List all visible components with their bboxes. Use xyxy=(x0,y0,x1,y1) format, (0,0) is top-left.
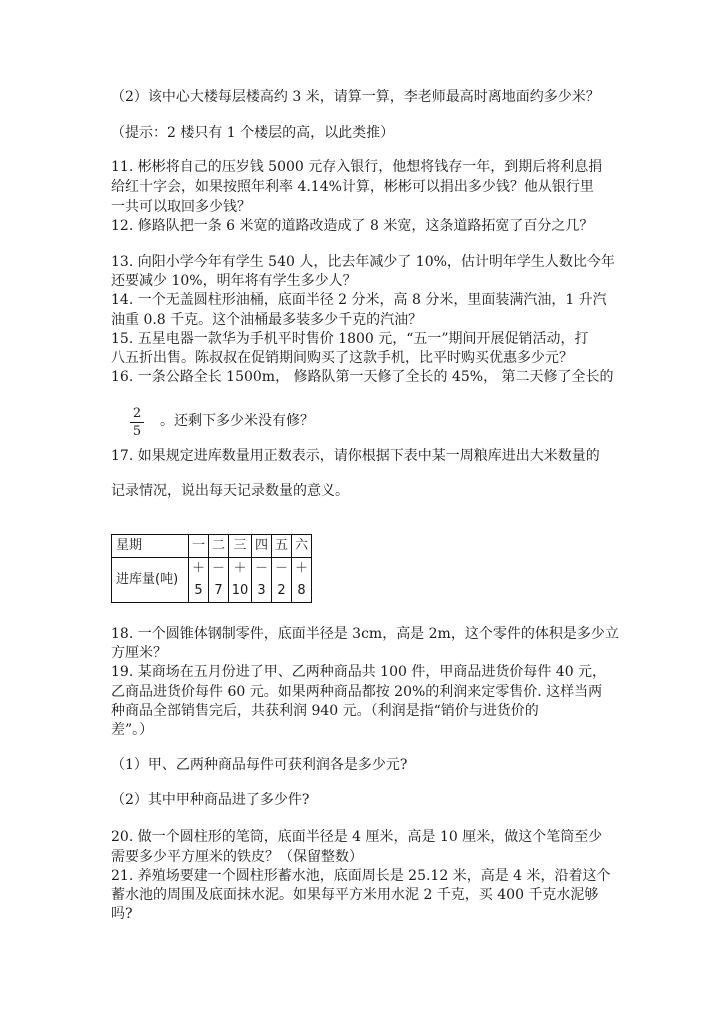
question-18-line-2: 方厘米？ xyxy=(111,645,167,661)
table-cell: －2 xyxy=(272,558,292,603)
question-11-line-3: 一共可以取回多少钱？ xyxy=(111,199,251,215)
question-15-line-1: 15. 五星电器一款华为手机平时售价 1800 元，“五一”期间开展促销活动，打 xyxy=(111,331,589,347)
question-20-line-1: 20. 做一个圆柱形的笔筒，底面半径是 4 厘米，高是 10 厘米，做这个笔筒至少 xyxy=(111,829,603,845)
question-12: 12. 修路队把一条 6 米宽的道路改造成了 8 米宽，这条道路拓宽了百分之几？ xyxy=(111,218,594,234)
table-cell: 三 xyxy=(229,535,252,558)
question-18-line-1: 18. 一个圆锥体钢制零件，底面半径是 3cm，高是 2m，这个零件的体积是多少立 xyxy=(111,626,619,642)
question-17-line-2: 记录情况，说出每天记录数量的意义。 xyxy=(111,483,349,499)
table-row xyxy=(112,558,312,603)
question-21-line-3: 吗? xyxy=(111,906,133,922)
fraction-bar xyxy=(130,422,144,423)
question-11-line-1: 11. 彬彬将自己的压岁钱 5000 元存入银行，他想将钱存一年，到期后将利息捐 xyxy=(111,159,603,175)
question-11-line-2: 给红十字会，如果按照年利率 4.14%计算，彬彬可以捐出多少钱？他从银行里 xyxy=(111,179,594,195)
table-cell: 六 xyxy=(292,535,312,558)
question-19-line-2: 乙商品进货价每件 60 元。如果两种商品都按 20%的利润来定零售价. 这样当两 xyxy=(111,684,603,700)
table-cell: 二 xyxy=(209,535,229,558)
question-20-line-2: 需要多少平方厘米的铁皮？（保留整数） xyxy=(111,849,363,865)
table-cell: 四 xyxy=(252,535,272,558)
question-13-line-2: 还要减少 10%，明年将有学生多少人？ xyxy=(111,273,357,289)
table-cell: 星期 xyxy=(112,535,189,558)
question-19-line-3: 种商品全部销售完后，共获利润 940 元。（利润是指“销价与进货价的 xyxy=(111,703,539,719)
table-cell: ＋10 xyxy=(229,558,252,603)
question-19-line-4: 差”。） xyxy=(111,722,154,738)
table-cell: 五 xyxy=(272,535,292,558)
question-14-line-1: 14. 一个无盖圆柱形油桶，底面半径 2 分米，高 8 分米，里面装满汽油，1 升汽 xyxy=(111,292,607,308)
table-cell: －3 xyxy=(252,558,272,603)
question-16-line-1: 16. 一条公路全长 1500m， 修路队第一天修了全长的 45%， 第二天修了全长的 xyxy=(111,369,614,385)
question-21-line-1: 21. 养殖场要建一个圆柱形蓄水池，底面周长是 25.12 米，高是 4 米，沿着这个 xyxy=(111,868,611,884)
table-cell: 一 xyxy=(189,535,209,558)
question-19-part-1: （1）甲、乙两种商品每件可获利润各是多少元? xyxy=(111,757,408,773)
table-cell: ＋8 xyxy=(292,558,312,603)
question-17-line-1: 17. 如果规定进库数量用正数表示，请你根据下表中某一周粮库进出大米数量的 xyxy=(111,448,600,464)
question-13-line-1: 13. 向阳小学今年有学生 540 人，比去年减少了 10%，估计明年学生人数比今年 xyxy=(111,254,615,270)
table-cell: ＋5 xyxy=(189,558,209,603)
fraction-numerator: 2 xyxy=(132,406,142,421)
question-15-line-2: 八五折出售。陈叔叔在促销期间购买了这款手机，比平时购买优惠多少元？ xyxy=(111,350,573,366)
grain-record-table xyxy=(111,534,312,603)
question-14-line-2: 油重 0.8 千克。这个油桶最多装多少千克的汽油？ xyxy=(111,312,423,328)
table-cell: 进库量(吨) xyxy=(112,558,189,603)
table-cell: －7 xyxy=(209,558,229,603)
question-16-line-2: 。还剩下多少米没有修？ xyxy=(160,413,314,429)
table-row xyxy=(112,535,312,558)
question-10-part-2: （2）该中心大楼每层楼高约 3 米，请算一算，李老师最高时离地面约多少米？ xyxy=(111,89,600,105)
question-19-line-1: 19. 某商场在五月份进了甲、乙两种商品共 100 件，甲商品进货价每件 40 元， xyxy=(111,664,607,680)
question-21-line-2: 蓄水池的周围及底面抹水泥。如果每平方米用水泥 2 千克，买 400 千克水泥够 xyxy=(111,887,599,903)
fraction-two-fifths xyxy=(130,406,144,439)
hint-text: （提示：2 楼只有 1 个楼层的高，以此类推） xyxy=(111,125,395,141)
fraction-denominator: 5 xyxy=(132,424,142,439)
question-19-part-2: （2）其中甲种商品进了多少件? xyxy=(111,792,310,808)
